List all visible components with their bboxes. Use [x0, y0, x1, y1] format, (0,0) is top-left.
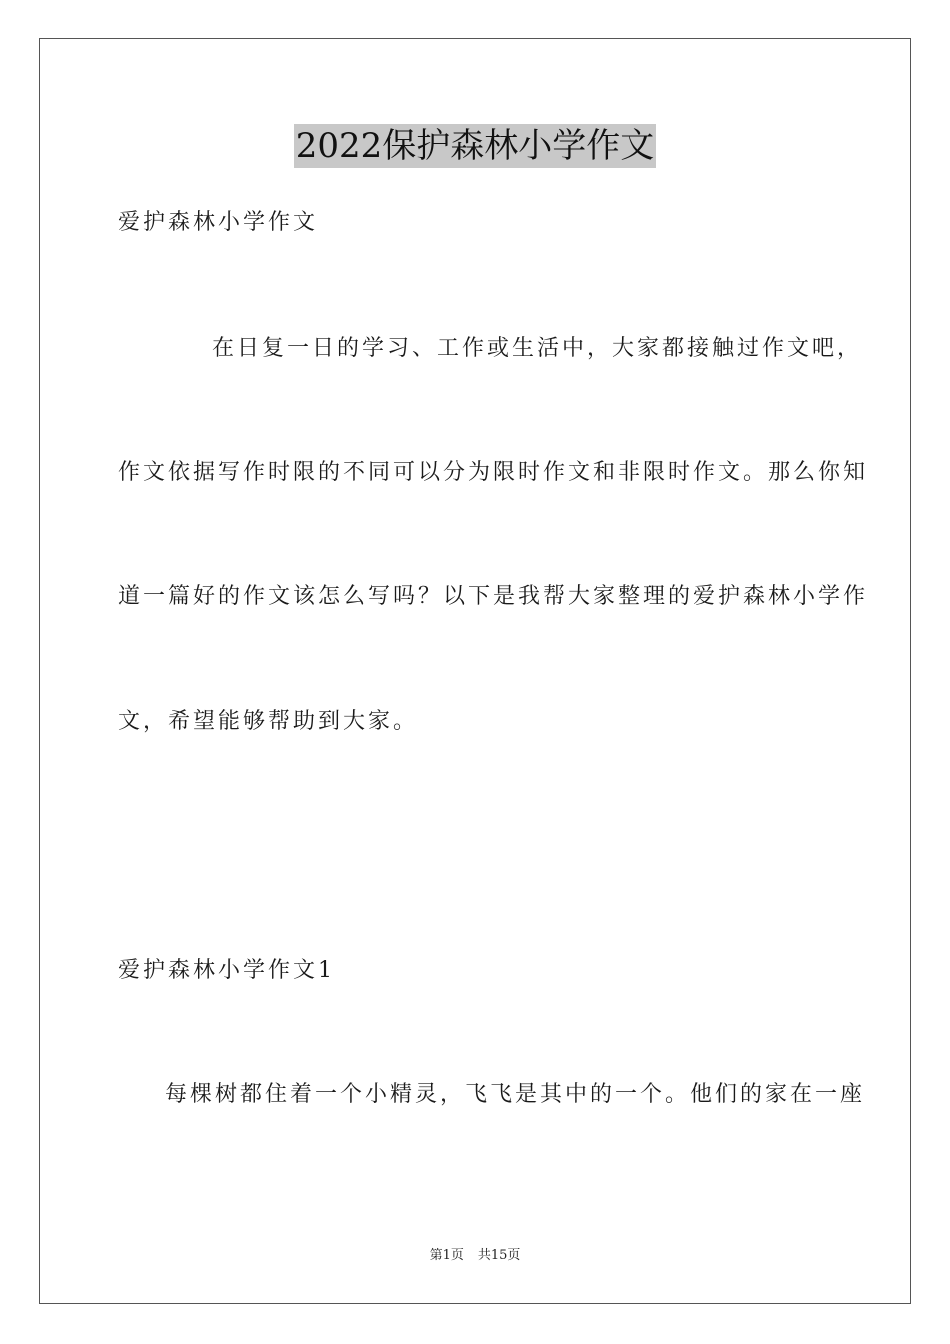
intro-line-2: 作文依据写作时限的不同可以分为限时作文和非限时作文。那么你知 — [118, 460, 869, 485]
section-heading: 爱护森林小学作文1 — [118, 958, 335, 983]
body-line-1: 每棵树都住着一个小精灵，飞飞是其中的一个。他们的家在一座 — [165, 1082, 866, 1107]
page-number: 第1页 — [429, 1248, 464, 1263]
document-title: 2022保护森林小学作文 — [295, 126, 655, 166]
document-subtitle: 爱护森林小学作文 — [118, 210, 319, 235]
intro-line-1: 在日复一日的学习、工作或生活中，大家都接触过作文吧， — [212, 336, 863, 361]
title-container — [0, 124, 950, 168]
page-total: 共15页 — [477, 1248, 521, 1263]
page-footer — [0, 1247, 950, 1265]
intro-line-3: 道一篇好的作文该怎么写吗？以下是我帮大家整理的爱护森林小学作 — [118, 584, 869, 609]
intro-line-4: 文，希望能够帮助到大家。 — [118, 709, 419, 734]
